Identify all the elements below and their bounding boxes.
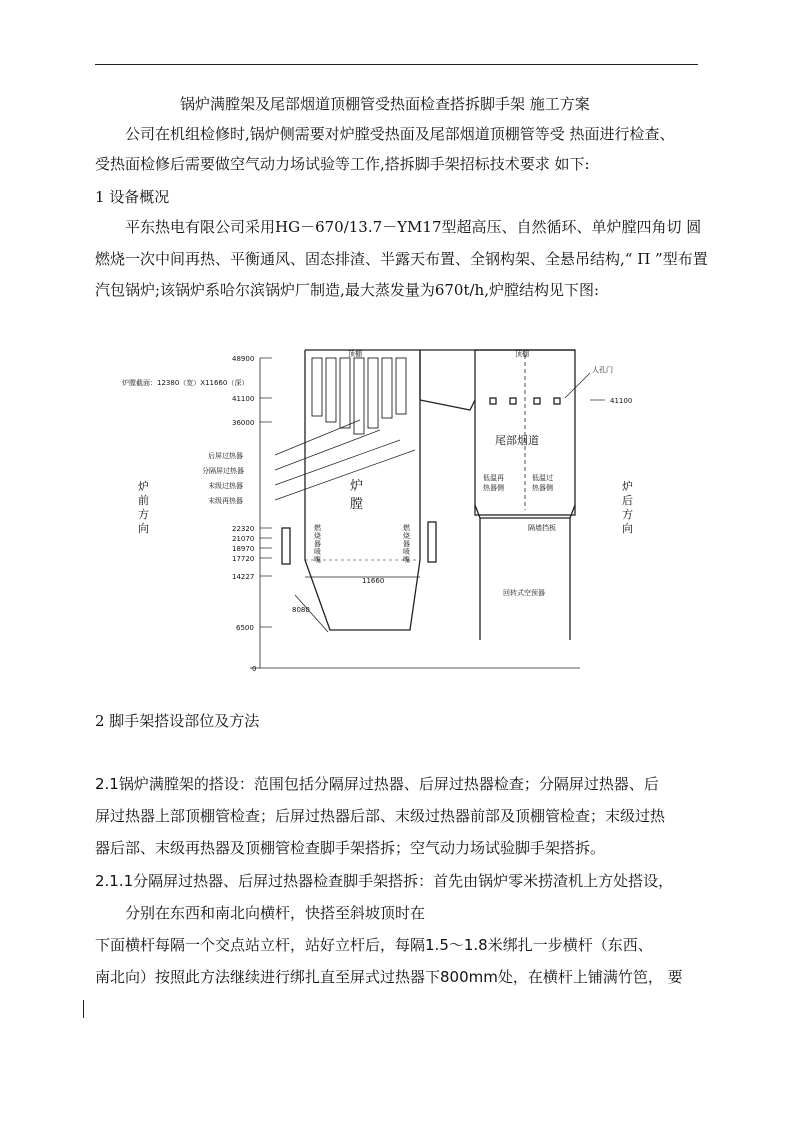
elevation-6500: 6500 bbox=[236, 624, 254, 632]
elevation-22320: 22320 bbox=[232, 525, 255, 533]
width-dimension: 11660 bbox=[362, 577, 385, 585]
paragraph-1-line-2: 燃烧一次中间再热、平衡通风、固态排渣、半露天布置、全钢构架、全悬吊结构,“ Π ”型布置 bbox=[95, 250, 708, 268]
elevation-17720: 17720 bbox=[232, 555, 255, 563]
front-direction-2: 前 bbox=[138, 494, 149, 507]
furnace-label-1: 炉 bbox=[350, 479, 364, 494]
paragraph-2-line-5: 分别在东西和南北向横杆，快搭至斜坡顶时在 bbox=[125, 904, 426, 922]
paragraph-2-line-3: 器后部、末级再热器及顶棚管检查脚手架搭拆；空气动力场试验脚手架搭拆。 bbox=[95, 839, 606, 857]
paragraph-2-line-4: 2.1.1分隔屏过热器、后屏过热器检查脚手架搭拆：首先由锅炉零米捞渣机上方处搭设， bbox=[95, 872, 674, 890]
intro-line-2: 受热面检修后需要做空气动力场试验等工作,搭拆脚手架招标技术要求 如下: bbox=[95, 155, 590, 173]
burner-label-left-1: 燃 bbox=[314, 524, 321, 532]
paragraph-2-line-7: 南北向）按照此方法继续进行绑扎直至屏式过热器下800mm处，在横杆上铺满竹笆， 要 bbox=[95, 968, 683, 986]
callout-rear-platen: 后屏过热器 bbox=[208, 452, 243, 460]
elevation-36000: 36000 bbox=[232, 419, 255, 427]
rear-direction-2: 后 bbox=[622, 494, 633, 507]
burner-label-left-2: 烧 bbox=[314, 532, 321, 540]
burner-label-left-3: 器 bbox=[314, 540, 321, 548]
front-direction-1: 炉 bbox=[138, 480, 149, 493]
section-2-heading: 2 脚手架搭设部位及方法 bbox=[95, 712, 260, 730]
rear-direction-3: 方 bbox=[622, 508, 633, 521]
burner-label-left-5: 嘴 bbox=[314, 556, 321, 564]
slope-dimension: 8080 bbox=[292, 606, 310, 614]
header-rule bbox=[95, 64, 698, 65]
burner-label-right-5: 嘴 bbox=[403, 556, 410, 564]
burner-label-right-1: 燃 bbox=[403, 524, 410, 532]
document-title: 锅炉满膛架及尾部烟道顶棚管受热面检查搭拆脚手架 施工方案 bbox=[180, 95, 590, 113]
low-temp-superheater-line-1: 低温过 bbox=[532, 474, 553, 482]
elevation-41100-right: 41100 bbox=[610, 397, 633, 405]
tail-flue-label: 尾部烟道 bbox=[495, 434, 539, 447]
elevation-0: 0 bbox=[252, 665, 257, 673]
air-preheater-label: 回转式空预器 bbox=[503, 589, 545, 597]
rear-direction-1: 炉 bbox=[622, 480, 633, 493]
burner-label-right-3: 器 bbox=[403, 540, 410, 548]
paragraph-2-line-1: 2.1锅炉满膛架的搭设：范围包括分隔屏过热器、后屏过热器检查；分隔屏过热器、后 bbox=[95, 775, 659, 793]
front-direction-4: 向 bbox=[138, 522, 149, 535]
front-direction-3: 方 bbox=[138, 508, 149, 521]
low-temp-reheater-line-2: 热器侧 bbox=[483, 484, 504, 492]
paragraph-2-line-2: 屏过热器上部顶棚管检查；后屏过热器后部、末级过热器前部及顶棚管检查；末级过热 bbox=[95, 807, 666, 825]
callout-division-platen: 分隔屏过热器 bbox=[202, 467, 244, 475]
roof-label-right: 顶棚 bbox=[515, 350, 529, 358]
burner-label-right-2: 烧 bbox=[403, 532, 410, 540]
text-cursor bbox=[83, 1000, 84, 1018]
paragraph-2-line-6: 下面横杆每隔一个交点站立杆，站好立杆后，每隔1.5～1.8米绑扎一步横杆（东西、 bbox=[95, 936, 653, 954]
elevation-21070: 21070 bbox=[232, 535, 255, 543]
low-temp-superheater-line-2: 热器侧 bbox=[532, 484, 553, 492]
furnace-label-2: 膛 bbox=[350, 497, 364, 512]
low-temp-reheater-line-1: 低温再 bbox=[483, 474, 504, 482]
elevation-41100: 41100 bbox=[232, 395, 255, 403]
callout-final-reheater: 末级再热器 bbox=[208, 497, 243, 505]
paragraph-1-line-3: 汽包锅炉;该锅炉系哈尔滨锅炉厂制造,最大蒸发量为670t/h,炉膛结构见下图: bbox=[95, 281, 600, 299]
intro-line-1: 公司在机组检修时,锅炉侧需要对炉膛受热面及尾部烟道顶棚管等受 热面进行检查、 bbox=[125, 125, 675, 143]
paragraph-1-line-1: 平东热电有限公司采用HG－670/13.7－YM17型超高压、自然循环、单炉膛四角切 圆 bbox=[125, 218, 702, 236]
furnace-section-label: 炉膛截面：12380（宽）X11660（深） bbox=[122, 379, 249, 387]
boiler-structure-diagram bbox=[100, 340, 660, 680]
elevation-18970: 18970 bbox=[232, 545, 255, 553]
burner-label-right-4: 喷 bbox=[403, 548, 410, 556]
baffle-label: 隔墙挡板 bbox=[528, 524, 556, 532]
section-1-heading: 1 设备概况 bbox=[95, 188, 170, 206]
roof-label-left: 顶棚 bbox=[348, 350, 362, 358]
manhole-label: 人孔门 bbox=[592, 366, 613, 374]
rear-direction-4: 向 bbox=[622, 522, 633, 535]
callout-final-superheater: 末级过热器 bbox=[208, 482, 243, 490]
elevation-48900: 48900 bbox=[232, 355, 255, 363]
burner-label-left-4: 喷 bbox=[314, 548, 321, 556]
elevation-14227: 14227 bbox=[232, 573, 255, 581]
